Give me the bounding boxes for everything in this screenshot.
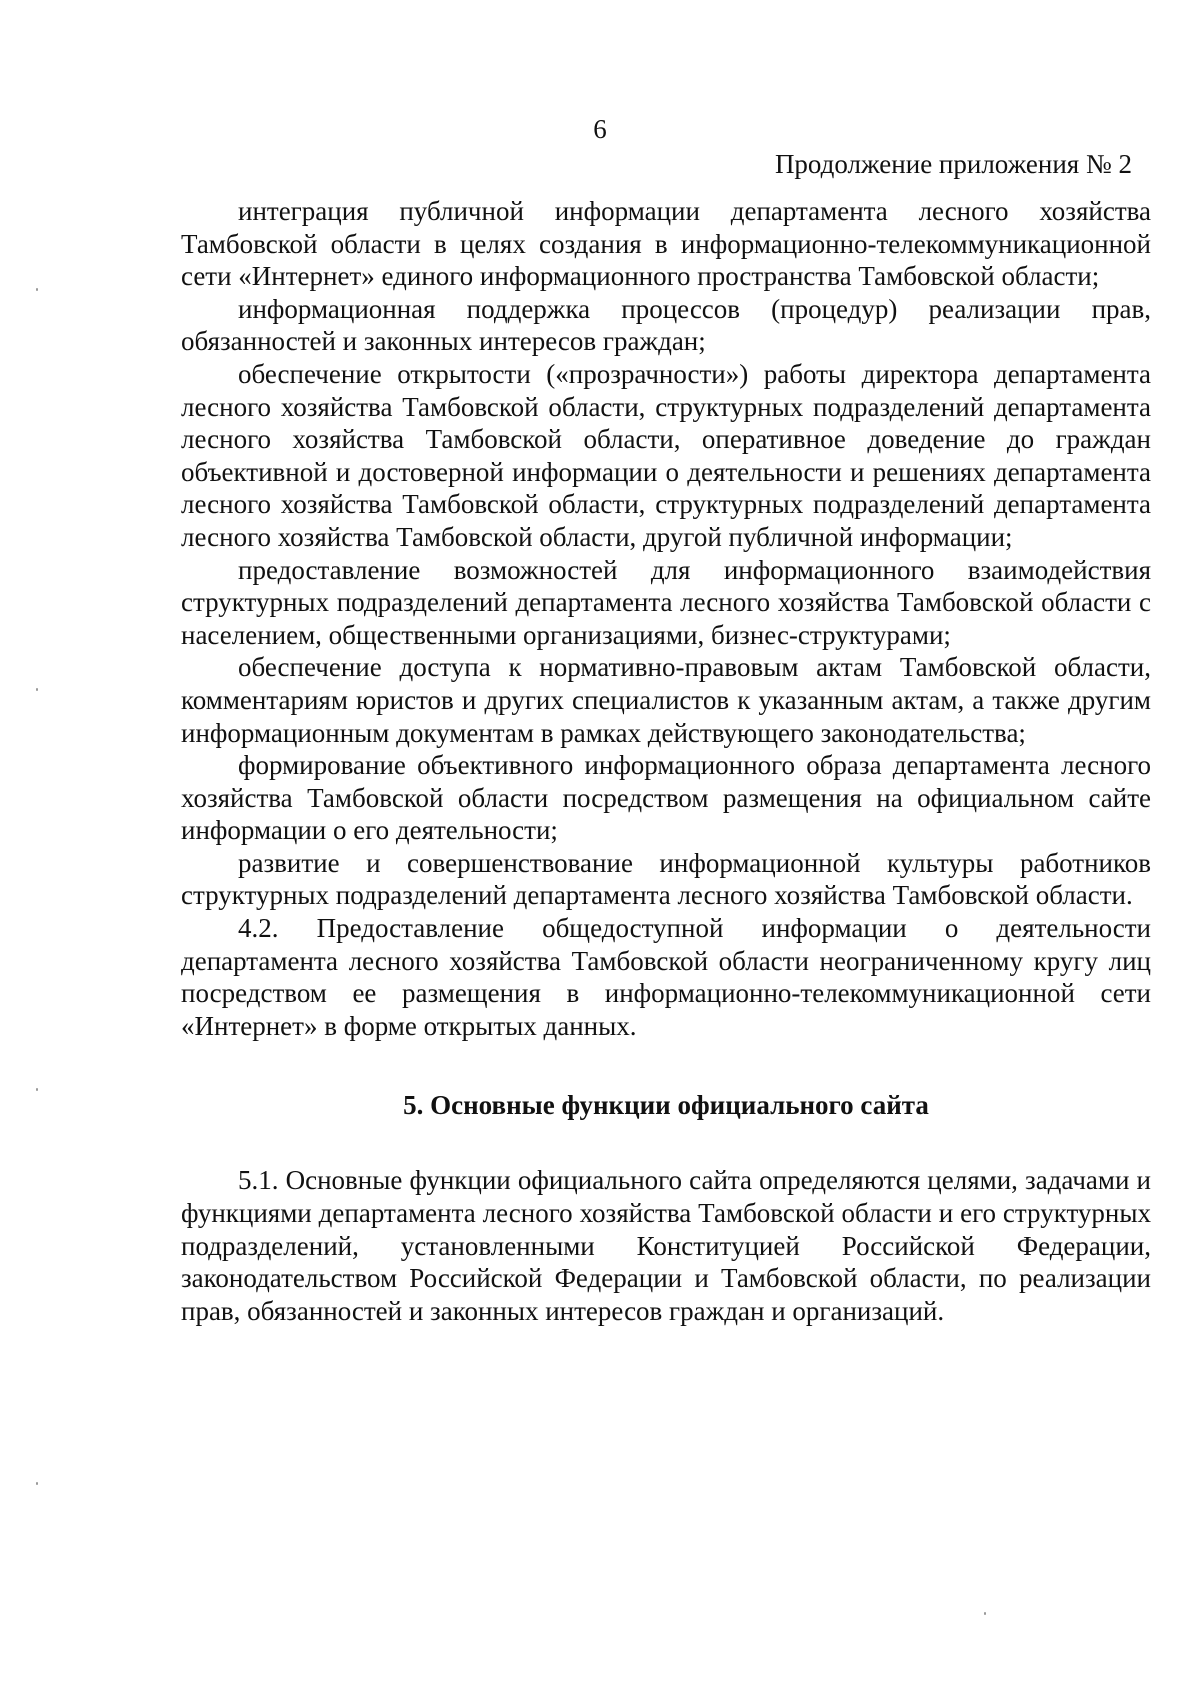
paragraph-5-1: 5.1. Основные функции официального сайта определяются целями, задачами и функциями департамента лесного хозяйства Тамбовской области и его структурных подразделений, установленными Конституцией Российской Федерации, законодательством Российской Федерации и Тамбовской области, по реализации прав, обязанностей и законных интересов граждан и организаций. — [181, 1165, 1151, 1326]
paragraph-4-2-open-data: 4.2. Предоставление общедоступной информации о деятельности департамента лесного хозяйства Тамбовской области неограниченному кругу лиц посредством ее размещения в информационно-телекоммуникационной сети «Интернет» в форме открытых данных. — [181, 913, 1151, 1041]
scan-speck — [36, 288, 38, 291]
paragraph-culture-development: развитие и совершенствование информационной культуры работников структурных подразделений департамента лесного хозяйства Тамбовской области. — [181, 847, 1151, 911]
appendix-continuation-label: Продолжение приложения № 2 — [774, 149, 1132, 179]
paragraph-information-support: информационная поддержка процессов (процедур) реализации прав, обязанностей и законных интересов граждан; — [181, 293, 1151, 357]
section-5-heading: 5. Основные функции официального сайта — [403, 1090, 929, 1121]
scan-speck — [36, 688, 38, 691]
scan-speck — [36, 1088, 38, 1091]
paragraph-legal-access: обеспечение доступа к нормативно-правовым актам Тамбовской области, комментариям юристов и других специалистов к указанным актам, а также другим информационным документам в рамках действующего законодательства; — [181, 652, 1151, 748]
paragraph-interaction: предоставление возможностей для информационного взаимодействия структурных подразделений департамента лесного хозяйства Тамбовской области с населением, общественными организациями, бизнес-структурами; — [181, 554, 1151, 650]
scan-speck — [984, 1612, 986, 1615]
document-body — [181, 195, 1151, 1327]
page-number: 6 — [593, 114, 607, 144]
paragraph-image-forming: формирование объективного информационного образа департамента лесного хозяйства Тамбовской области посредством размещения на официальном сайте информации о его деятельности; — [181, 750, 1151, 846]
paragraph-transparency: обеспечение открытости («прозрачности») работы директора департамента лесного хозяйства Тамбовской области, структурных подразделений департамента лесного хозяйства Тамбовской области, оперативное доведение до граждан объективной и достоверной информации о деятельности и решениях департамента лесного хозяйства Тамбовской области, структурных подразделений департамента лесного хозяйства Тамбовской области, другой публичной информации; — [181, 358, 1151, 552]
scan-speck — [36, 1482, 38, 1485]
paragraph-integration: интеграция публичной информации департамента лесного хозяйства Тамбовской области в целях создания в информационно-телекоммуникационной сети «Интернет» единого информационного пространства Тамбовской области; — [181, 196, 1151, 292]
